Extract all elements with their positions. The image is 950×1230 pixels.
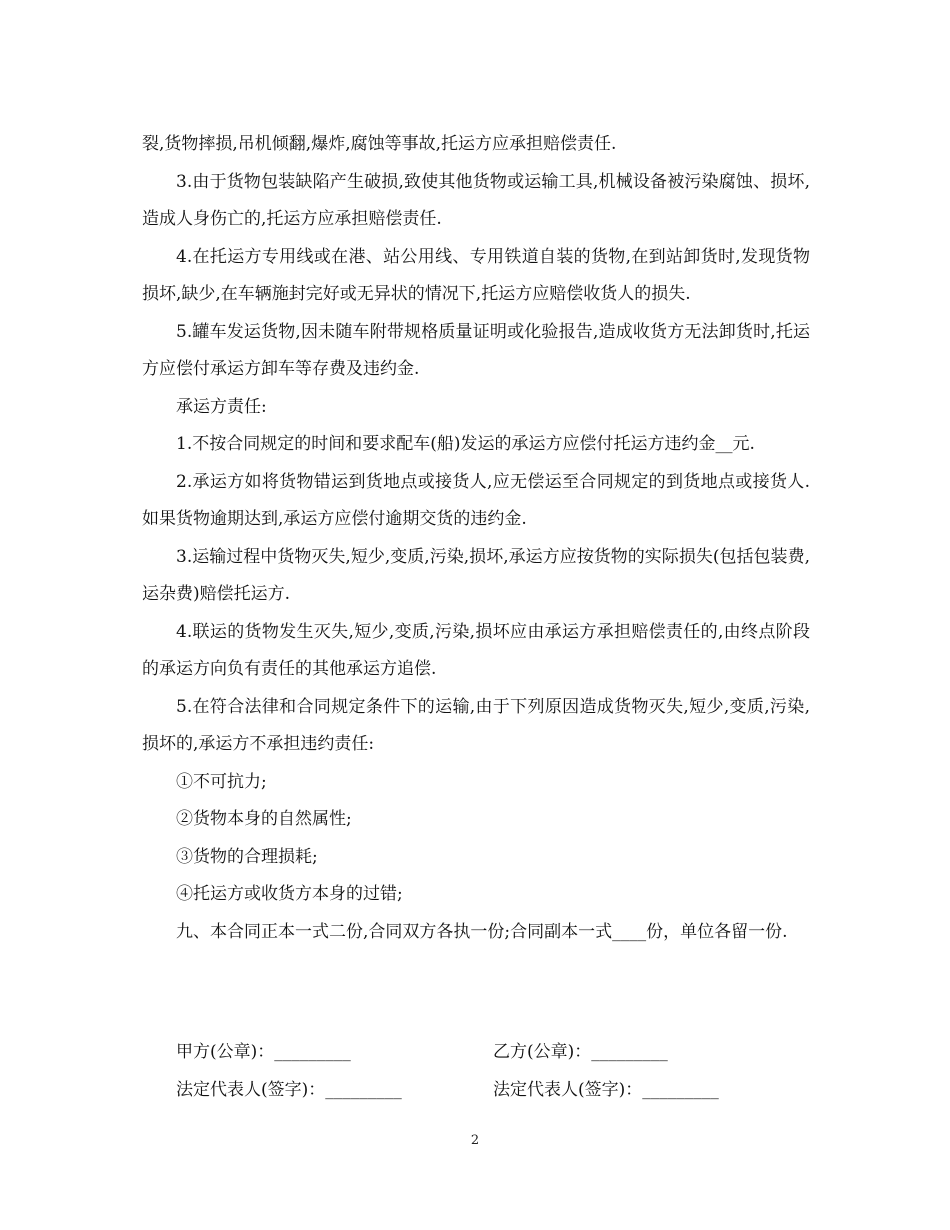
party-a-representative-field: 法定代表人(签字)：_________ [176,1079,402,1100]
party-b-seal-field: 乙方(公章)：_________ [493,1042,668,1062]
paragraph: 九、本合同正本一式二份,合同双方各执一份;合同副本一式____份，单位各留一份. [176,921,788,942]
representative-row [176,1072,810,1110]
section-heading: 承运方责任: [176,396,267,417]
paragraph: 1.不按合同规定的时间和要求配车(船)发运的承运方应偿付托运方违约金__元. [176,434,755,454]
list-item: ②货物本身的自然属性; [176,809,352,829]
paragraph: 3.运输过程中货物灭失,短少,变质,污染,损坏,承运方应按货物的实际损失(包括包装费,运杂费)赔偿托运方. [142,546,810,604]
list-item: ③货物的合理损耗; [176,846,318,867]
seal-row [176,1034,810,1072]
party-a-seal-field: 甲方(公章)：_________ [176,1042,351,1062]
paragraph: 2.承运方如将货物错运到货地点或接货人,应无偿运至合同规定的到货地点或接货人.如果货物逾期达到,承运方应偿付逾期交货的违约金. [142,471,810,529]
signature-block [176,1034,810,1109]
page-number: 2 [470,1133,480,1148]
list-item: ④托运方或收货方本身的过错; [176,884,403,904]
paragraph: 裂,货物摔损,吊机倾翻,爆炸,腐蚀等事故,托运方应承担赔偿责任. [142,134,617,154]
paragraph: 5.在符合法律和合同规定条件下的运输,由于下列原因造成货物灭失,短少,变质,污染,损坏的,承运方不承担违约责任: [142,696,810,754]
party-b-representative-field: 法定代表人(签字)：_________ [493,1079,719,1100]
paragraph: 5.罐车发运货物,因未随车附带规格质量证明或化验报告,造成收货方无法卸货时,托运方应偿付承运方卸车等存费及违约金. [142,321,810,379]
list-item: ①不可抗力; [176,771,267,792]
paragraph: 3.由于货物包装缺陷产生破损,致使其他货物或运输工具,机械设备被污染腐蚀、损坏,造成人身伤亡的,托运方应承担赔偿责任. [142,171,810,229]
paragraph: 4.在托运方专用线或在港、站公用线、专用铁道自装的货物,在到站卸货时,发现货物损坏,缺少,在车辆施封完好或无异状的情况下,托运方应赔偿收货人的损失. [142,246,810,304]
document-body [142,126,810,951]
paragraph: 4.联运的货物发生灭失,短少,变质,污染,损坏应由承运方承担赔偿责任的,由终点阶段的承运方向负有责任的其他承运方追偿. [142,621,810,679]
